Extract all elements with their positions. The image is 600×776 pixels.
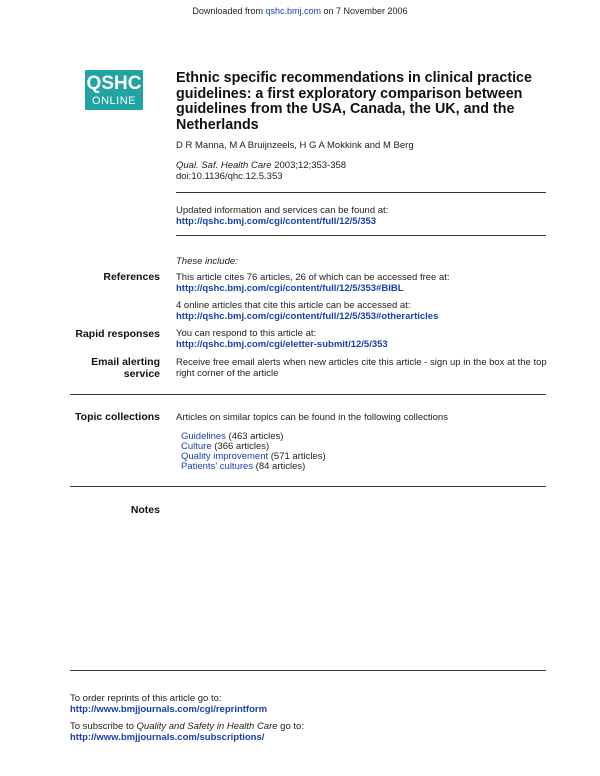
download-suffix: on 7 November 2006 bbox=[321, 6, 408, 16]
divider bbox=[176, 192, 546, 193]
collection-count: (463 articles) bbox=[225, 431, 284, 442]
email-alert-label-line1: Email alerting bbox=[91, 356, 160, 368]
download-site-link[interactable]: qshc.bmj.com bbox=[265, 6, 321, 16]
topic-collection-list bbox=[181, 432, 326, 472]
topic-collections-text: Articles on similar topics can be found in the following collections bbox=[176, 412, 448, 423]
logo-line2: ONLINE bbox=[92, 95, 136, 107]
email-alert-text: Receive free email alerts when new articles cite this article - sign up in the box at the top right corner of the article bbox=[176, 357, 547, 379]
references-label: References bbox=[103, 271, 160, 283]
subscribe-text bbox=[70, 721, 304, 732]
article-citation bbox=[176, 160, 346, 182]
article-doi: doi:10.1136/qhc.12.5.353 bbox=[176, 171, 283, 182]
divider bbox=[70, 670, 546, 671]
includes-heading: These include: bbox=[176, 256, 238, 267]
divider bbox=[70, 486, 546, 487]
topic-collections-label: Topic collections bbox=[75, 411, 160, 423]
subscribe-journal: Quality and Safety in Health Care bbox=[136, 721, 278, 732]
references-text-2: 4 online articles that cite this article can be accessed at: bbox=[176, 300, 411, 311]
collection-link[interactable]: Quality improvement bbox=[181, 451, 269, 462]
rapid-responses-label: Rapid responses bbox=[75, 328, 160, 340]
collection-link[interactable]: Patients' cultures bbox=[181, 461, 254, 472]
citation-volume: 2003;12;353-358 bbox=[271, 160, 347, 171]
email-alert-label-line2: service bbox=[123, 368, 160, 380]
updates-text: Updated information and services can be found at: bbox=[176, 205, 389, 216]
collection-count: (84 articles) bbox=[253, 461, 306, 472]
collection-link[interactable]: Guidelines bbox=[181, 431, 226, 442]
subscribe-suffix: go to: bbox=[277, 721, 304, 732]
qshc-online-logo[interactable] bbox=[85, 70, 143, 110]
reprint-text: To order reprints of this article go to: bbox=[70, 693, 222, 704]
journal-name: Qual. Saf. Health Care bbox=[176, 160, 272, 171]
collection-link[interactable]: Culture bbox=[181, 441, 212, 452]
download-prefix: Downloaded from bbox=[192, 6, 266, 16]
rapid-responses-link[interactable]: http://qshc.bmj.com/cgi/eletter-submit/12/5/353 bbox=[176, 339, 388, 350]
article-title: Ethnic specific recommendations in clinical practice guidelines: a first exploratory comparison between guidelines from the USA, Canada, the UK, and the Netherlands bbox=[176, 70, 532, 133]
references-link-2[interactable]: http://qshc.bmj.com/cgi/content/full/12/5/353#otherarticles bbox=[176, 311, 439, 322]
rapid-responses-text: You can respond to this article at: bbox=[176, 328, 317, 339]
subscribe-prefix: To subscribe to bbox=[70, 721, 137, 732]
divider bbox=[176, 235, 546, 236]
collection-count: (366 articles) bbox=[211, 441, 270, 452]
notes-label: Notes bbox=[130, 504, 160, 516]
download-note bbox=[0, 6, 600, 16]
references-link-1[interactable]: http://qshc.bmj.com/cgi/content/full/12/5/353#BIBL bbox=[176, 283, 404, 294]
logo-line1: QSHC bbox=[86, 73, 142, 94]
reprint-link[interactable]: http://www.bmjjournals.com/cgi/reprintform bbox=[70, 704, 268, 715]
email-alert-label bbox=[40, 356, 160, 380]
divider bbox=[70, 394, 546, 395]
subscribe-link[interactable]: http://www.bmjjournals.com/subscriptions/ bbox=[70, 732, 265, 743]
collection-count: (571 articles) bbox=[268, 451, 326, 462]
updates-link[interactable]: http://qshc.bmj.com/cgi/content/full/12/5/353 bbox=[176, 216, 377, 227]
article-authors: D R Manna, M A Bruijnzeels, H G A Mokkink and M Berg bbox=[176, 140, 414, 151]
list-item bbox=[181, 462, 326, 472]
references-text-1: This article cites 76 articles, 26 of which can be accessed free at: bbox=[176, 272, 450, 283]
